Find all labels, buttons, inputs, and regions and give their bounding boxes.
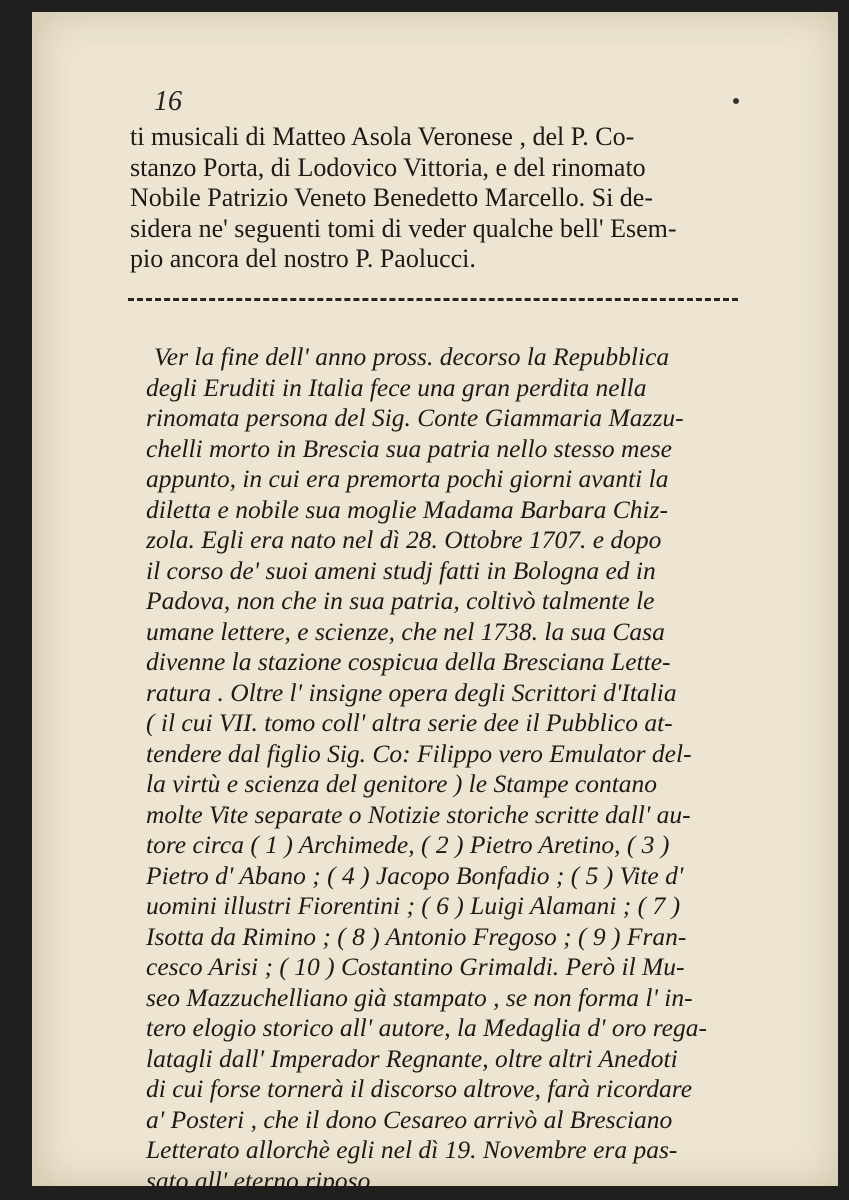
text-line: chelli morto in Brescia sua patria nello stesso mese bbox=[146, 433, 672, 463]
book-page bbox=[32, 12, 838, 1195]
text-line: di cui forse tornerà il discorso altrove, farà ricordare bbox=[146, 1074, 693, 1103]
text-line: pio ancora del nostro P. Paolucci. bbox=[130, 244, 476, 274]
text-line: rinomata persona del Sig. Conte Giammaria Mazzu- bbox=[146, 403, 684, 432]
text-line: tendere dal figlio Sig. Co: Filippo vero Emulator del- bbox=[146, 738, 692, 768]
text-line: a' Posteri , che il dono Cesareo arrivò al Bresciano bbox=[146, 1104, 673, 1134]
text-line: il corso de' suoi ameni studj fatti in Bologna ed in bbox=[146, 555, 656, 585]
text-line: Letterato allorchè egli nel dì 19. Novembre era pas- bbox=[146, 1135, 678, 1164]
text-line: stanzo Porta, di Lodovico Vittoria, e del rinomato bbox=[130, 152, 646, 182]
text-line: tore circa ( 1 ) Archimede, ( 2 ) Pietro Aretino, ( 3 ) bbox=[146, 830, 670, 859]
text-line: sidera ne' seguenti tomi di veder qualche bell' Esem- bbox=[130, 213, 677, 243]
text-line: Isotta da Rimino ; ( 8 ) Antonio Fregoso ; ( 9 ) Fran- bbox=[146, 921, 687, 951]
text-line: latagli dall' Imperador Regnante, oltre altri Anedoti bbox=[146, 1043, 678, 1073]
text-line: zola. Egli era nato nel dì 28. Ottobre 1707. e dopo bbox=[146, 525, 662, 554]
text-line: ( il cui VII. tomo coll' altra serie dee il Pubblico at- bbox=[146, 708, 673, 737]
text-line: Nobile Patrizio Veneto Benedetto Marcello. Si de- bbox=[130, 183, 653, 213]
text-line: Ver la fine dell' anno pross. decorso la Repubblica bbox=[154, 342, 670, 371]
text-line: appunto, in cui era premorta pochi giorni avanti la bbox=[146, 464, 669, 493]
text-line: tero elogio storico all' autore, la Medaglia d' oro rega- bbox=[146, 1013, 707, 1042]
text-line: cesco Arisi ; ( 10 ) Costantino Grimaldi. Però il Mu- bbox=[146, 952, 685, 981]
text-line: Padova, non che in sua patria, coltivò talmente le bbox=[146, 586, 655, 615]
text-line: ratura . Oltre l' insigne opera degli Scrittori d'Italia bbox=[146, 677, 677, 707]
text-line: la virtù e scienza del genitore ) le Stampe contano bbox=[146, 769, 658, 798]
page-number: 16 bbox=[154, 86, 182, 117]
text-line: diletta e nobile sua moglie Madama Barbara Chiz- bbox=[146, 494, 669, 524]
text-line: divenne la stazione cospicua della Bresciana Lette- bbox=[146, 647, 671, 676]
text-line: degli Eruditi in Italia fece una gran perdita nella bbox=[146, 372, 647, 402]
text-line: uomini illustri Fiorentini ; ( 6 ) Luigi Alamani ; ( 7 ) bbox=[146, 891, 681, 920]
section-divider bbox=[128, 298, 738, 301]
lower-paragraph bbox=[146, 342, 707, 1196]
text-line: Pietro d' Abano ; ( 4 ) Jacopo Bonfadio ; ( 5 ) Vite d' bbox=[146, 860, 684, 890]
text-line: ti musicali di Matteo Asola Veronese , del P. Co- bbox=[130, 122, 635, 151]
text-line: molte Vite separate o Notizie storiche scritte dall' au- bbox=[146, 799, 691, 829]
upper-paragraph bbox=[130, 122, 677, 275]
text-line: seo Mazzuchelliano già stampato , se non forma l' in- bbox=[146, 982, 693, 1012]
ink-dot bbox=[733, 98, 739, 104]
text-line: sato all' eterno riposo. bbox=[146, 1165, 377, 1195]
text-line: umane lettere, e scienze, che nel 1738. la sua Casa bbox=[146, 616, 665, 646]
